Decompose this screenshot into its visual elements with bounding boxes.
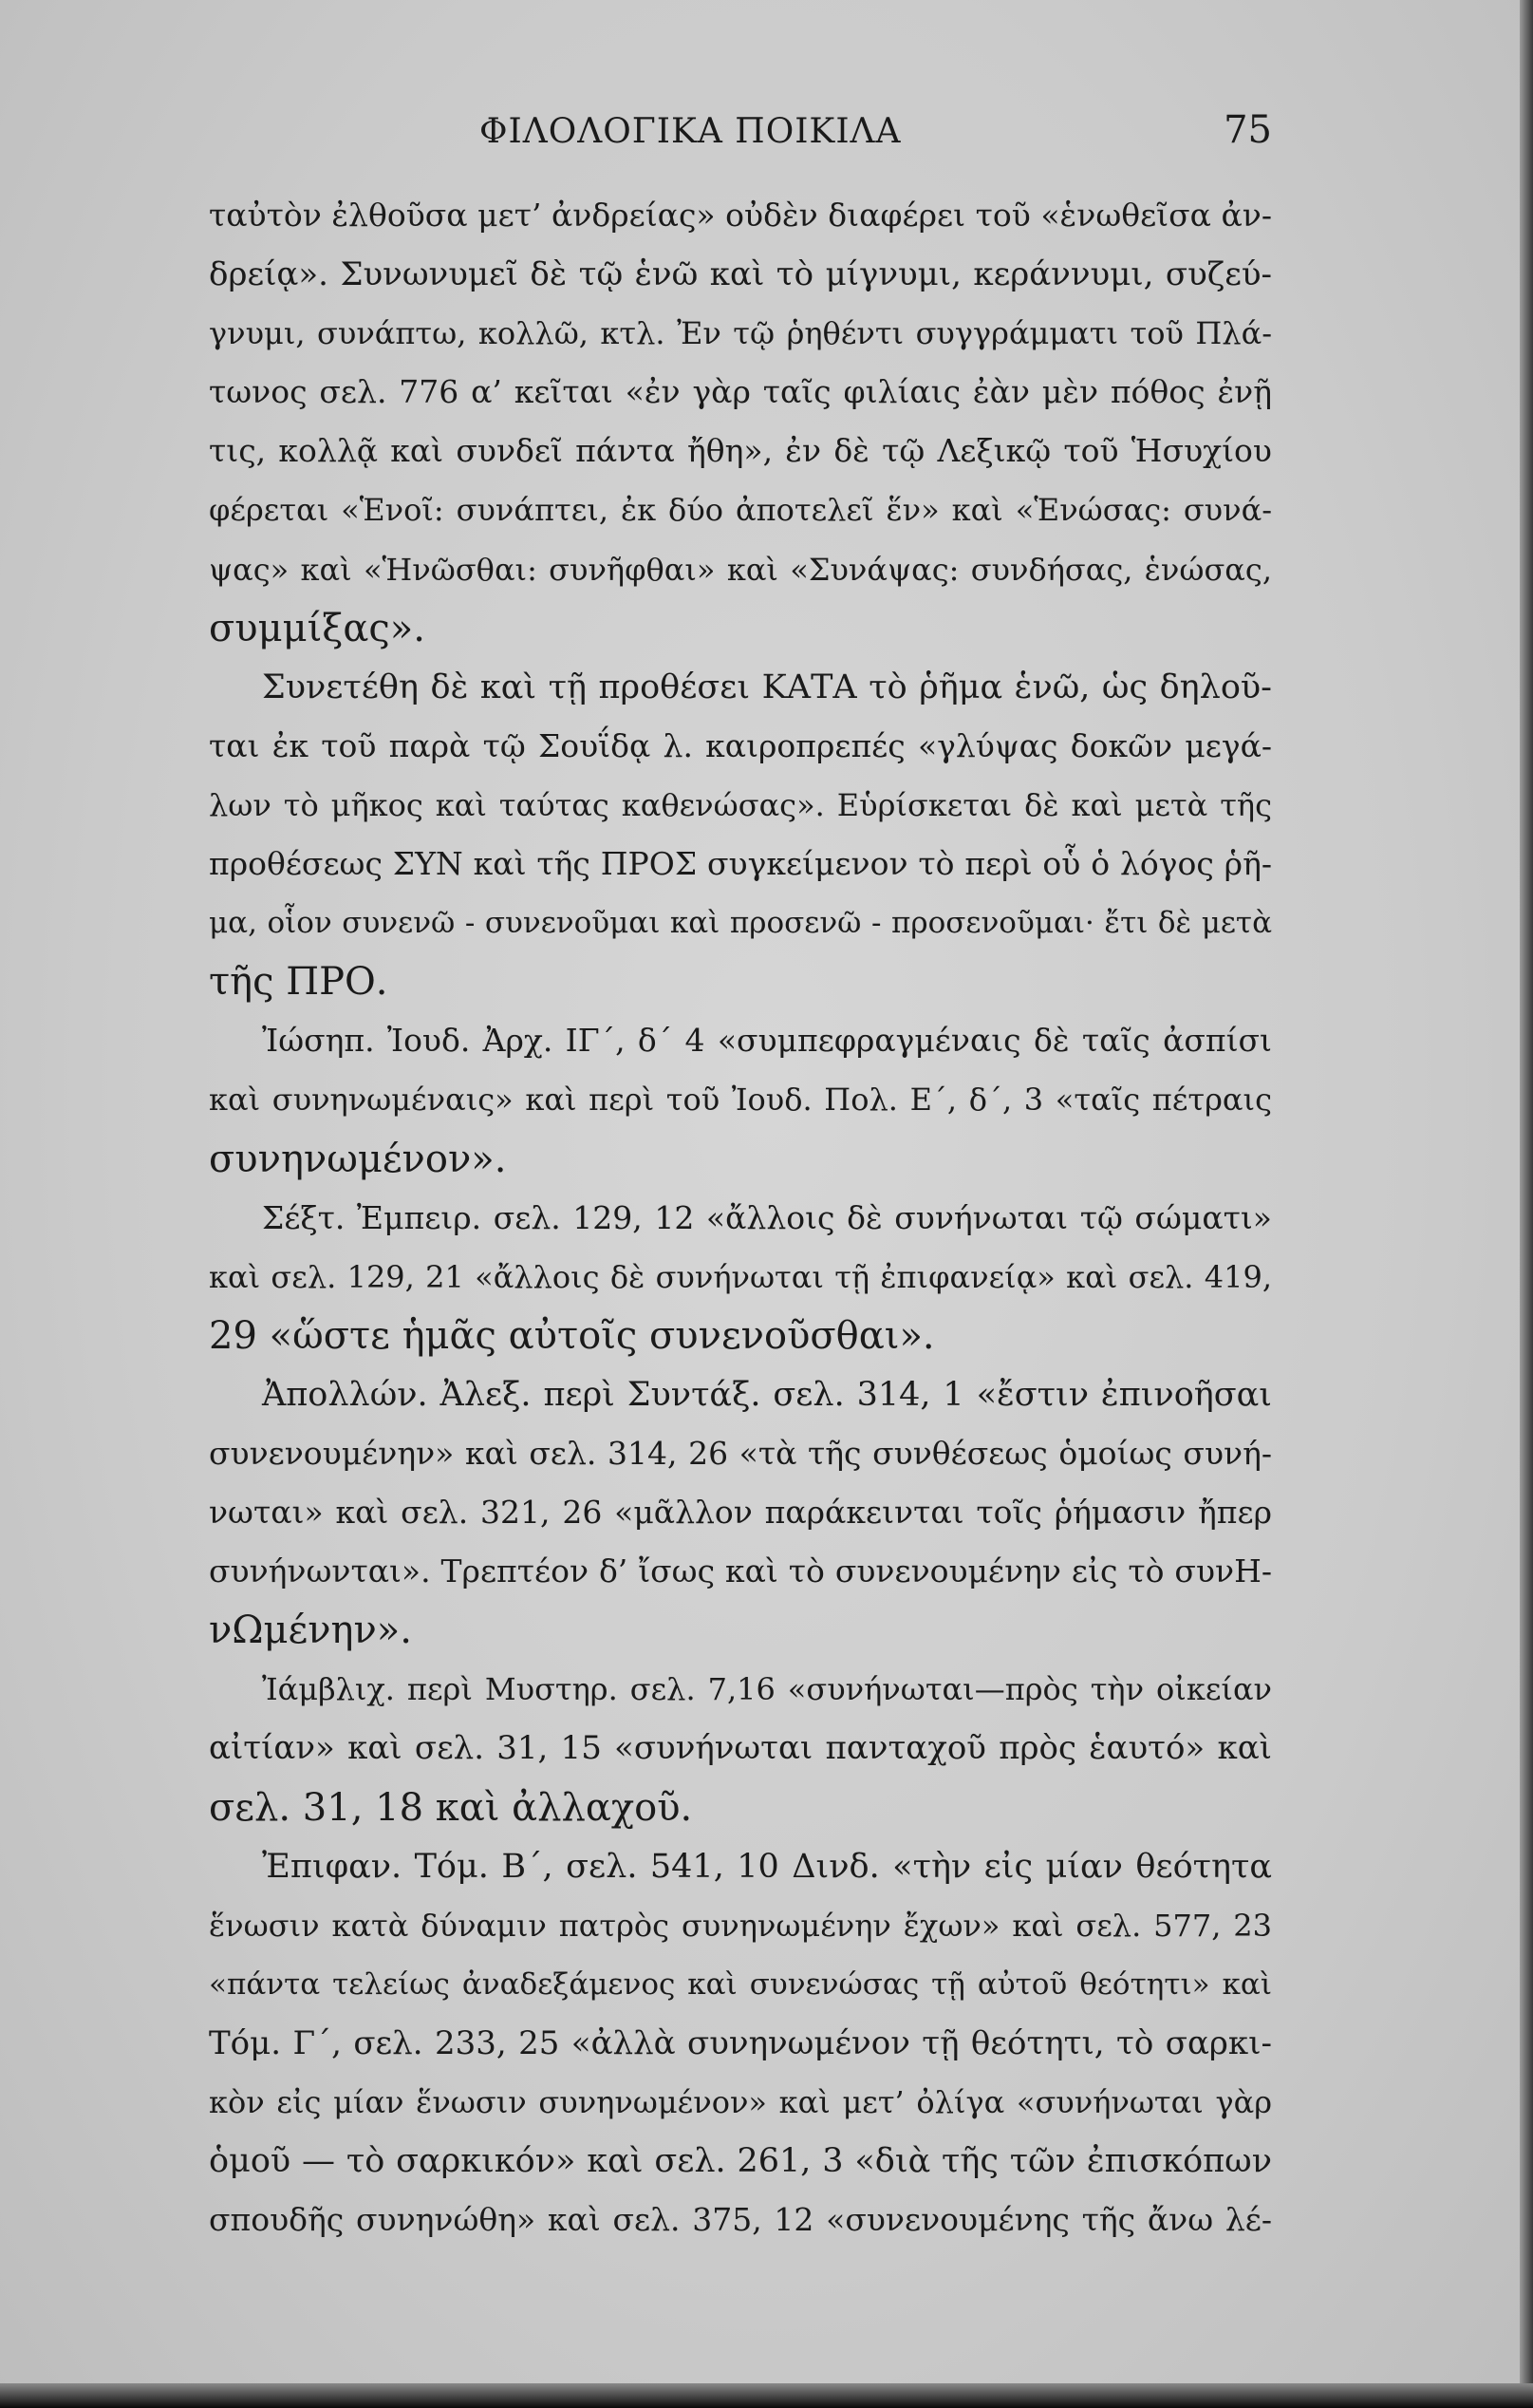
text-line: νΩμένην».	[209, 1608, 412, 1653]
text-line: καὶ σελ. 129, 21 «ἄλλοις δὲ συνήνωται τῇ ἐπιφανείᾳ» καὶ σελ. 419,	[209, 1258, 1272, 1295]
text-line: συνενουμένην» καὶ σελ. 314, 26 «τὰ τῆς συνθέσεως ὁμοίως συνή-	[209, 1434, 1272, 1472]
text-line: ἕνωσιν κατὰ δύναμιν πατρὸς συνηνωμένην ἔχων» καὶ σελ. 577, 23	[209, 1907, 1272, 1944]
text-line: λων τὸ μῆκος καὶ ταύτας καθενώσας». Εὑρίσκεται δὲ καὶ μετὰ τῆς	[209, 786, 1272, 823]
scan-edge-bottom	[0, 2383, 1533, 2408]
text-line: συμμίξας».	[209, 606, 425, 650]
text-line: συνηνωμένον».	[209, 1137, 507, 1181]
text-line: τῆς ΠΡΟ.	[209, 960, 388, 1005]
text-line: κὸν εἰς μίαν ἕνωσιν συνηνωμένον» καὶ μετ’ ὀλίγα «συνήνωται γὰρ	[209, 2084, 1272, 2120]
text-line: Ἰώσηπ. Ἰουδ. Ἀρχ. ΙΓ΄, δ΄ 4 «συμπεφραγμέναις δὲ ταῖς ἀσπίσι	[262, 1022, 1272, 1060]
text-line: συνήνωνται». Τρεπτέον δ’ ἴσως καὶ τὸ συνενουμένην εἰς τὸ συνΗ-	[209, 1552, 1272, 1590]
text-line: σελ. 31, 18 καὶ ἀλλαχοῦ.	[209, 1785, 693, 1830]
text-line: τις, κολλᾷ καὶ συνδεῖ πάντα ἤθη», ἐν δὲ τῷ Λεξικῷ τοῦ Ἡσυχίου	[209, 432, 1272, 470]
body-text	[209, 186, 1272, 2249]
text-line: ταὐτὸν ἐλθοῦσα μετ’ ἀνδρείας» οὐδὲν διαφέρει τοῦ «ἑνωθεῖσα ἀν-	[209, 197, 1272, 234]
text-line: «πάντα τελείως ἀναδεξάμενος καὶ συνενώσας τῇ αὐτοῦ θεότητι» καὶ	[209, 1966, 1272, 2002]
scan-edge-right	[1520, 0, 1533, 2408]
text-line: ψας» καὶ «Ἡνῶσθαι: συνῆφθαι» καὶ «Συνάψας: συνδήσας, ἑνώσας,	[209, 551, 1272, 588]
text-line: νωται» καὶ σελ. 321, 26 «μᾶλλον παράκεινται τοῖς ῥήμασιν ἤπερ	[209, 1494, 1272, 1532]
text-line: τωνος σελ. 776 α’ κεῖται «ἐν γὰρ ταῖς φιλίαις ἐὰν μὲν πόθος ἐνῇ	[209, 373, 1272, 411]
text-line: 29 «ὥστε ἡμᾶς αὐτοῖς συνενοῦσθαι».	[209, 1313, 935, 1358]
page-number: 75	[1224, 108, 1272, 152]
text-line: αἰτίαν» καὶ σελ. 31, 15 «συνήνωται πανταχοῦ πρὸς ἑαυτό» καὶ	[209, 1729, 1272, 1768]
text-line: Ἰάμβλιχ. περὶ Μυστηρ. σελ. 7,16 «συνήνωται—πρὸς τὴν οἰκείαν	[262, 1671, 1272, 1708]
text-line: φέρεται «Ἑνοῖ: συνάπτει, ἐκ δύο ἀποτελεῖ ἕν» καὶ «Ἑνώσας: συνά-	[209, 492, 1272, 529]
text-line: Σέξτ. Ἐμπειρ. σελ. 129, 12 «ἄλλοις δὲ συνήνωται τῷ σώματι»	[262, 1198, 1272, 1236]
text-line: γνυμι, συνάπτω, κολλῶ, κτλ. Ἐν τῷ ῥηθέντι συγγράμματι τοῦ Πλά-	[209, 315, 1272, 352]
page-header	[209, 108, 1272, 169]
text-line: ται ἐκ τοῦ παρὰ τῷ Σουΐδᾳ λ. καιροπρεπές «γλύψας δοκῶν μεγά-	[209, 726, 1272, 764]
running-head: ΦΙΛΟΛΟΓΙΚΑ ΠΟΙΚΙΛΑ	[479, 112, 902, 151]
text-line: Ἐπιφαν. Τόμ. Β΄, σελ. 541, 10 Δινδ. «τὴν εἰς μίαν θεότητα	[262, 1847, 1272, 1886]
text-line: σπουδῆς συνηνώθη» καὶ σελ. 375, 12 «συνενουμένης τῆς ἄνω λέ-	[209, 2201, 1272, 2239]
text-line: μα, οἷον συνενῶ - συνενοῦμαι καὶ προσενῶ - προσενοῦμαι· ἔτι δὲ μετὰ	[209, 906, 1272, 941]
text-line: Τόμ. Γ΄, σελ. 233, 25 «ἀλλὰ συνηνωμένον τῇ θεότητι, τὸ σαρκι-	[209, 2023, 1272, 2062]
text-line: προθέσεως ΣΥΝ καὶ τῆς ΠΡΟΣ συγκείμενον τὸ περὶ οὗ ὁ λόγος ῥῆ-	[209, 845, 1272, 883]
text-line: ὁμοῦ — τὸ σαρκικόν» καὶ σελ. 261, 3 «διὰ τῆς τῶν ἐπισκόπων	[209, 2142, 1272, 2181]
text-line: καὶ συνηνωμέναις» καὶ περὶ τοῦ Ἰουδ. Πολ. Ε΄, δ΄, 3 «ταῖς πέτραις	[209, 1082, 1272, 1119]
text-line: Ἀπολλών. Ἀλεξ. περὶ Συντάξ. σελ. 314, 1 «ἔστιν ἐπινοῆσαι	[262, 1375, 1272, 1414]
text-line: δρείᾳ». Συνωνυμεῖ δὲ τῷ ἑνῶ καὶ τὸ μίγνυμι, κεράννυμι, συζεύ-	[209, 255, 1272, 294]
text-line: Συνετέθη δὲ καὶ τῇ προθέσει ΚΑΤΑ τὸ ῥῆμα ἑνῶ, ὡς δηλοῦ-	[262, 668, 1272, 706]
